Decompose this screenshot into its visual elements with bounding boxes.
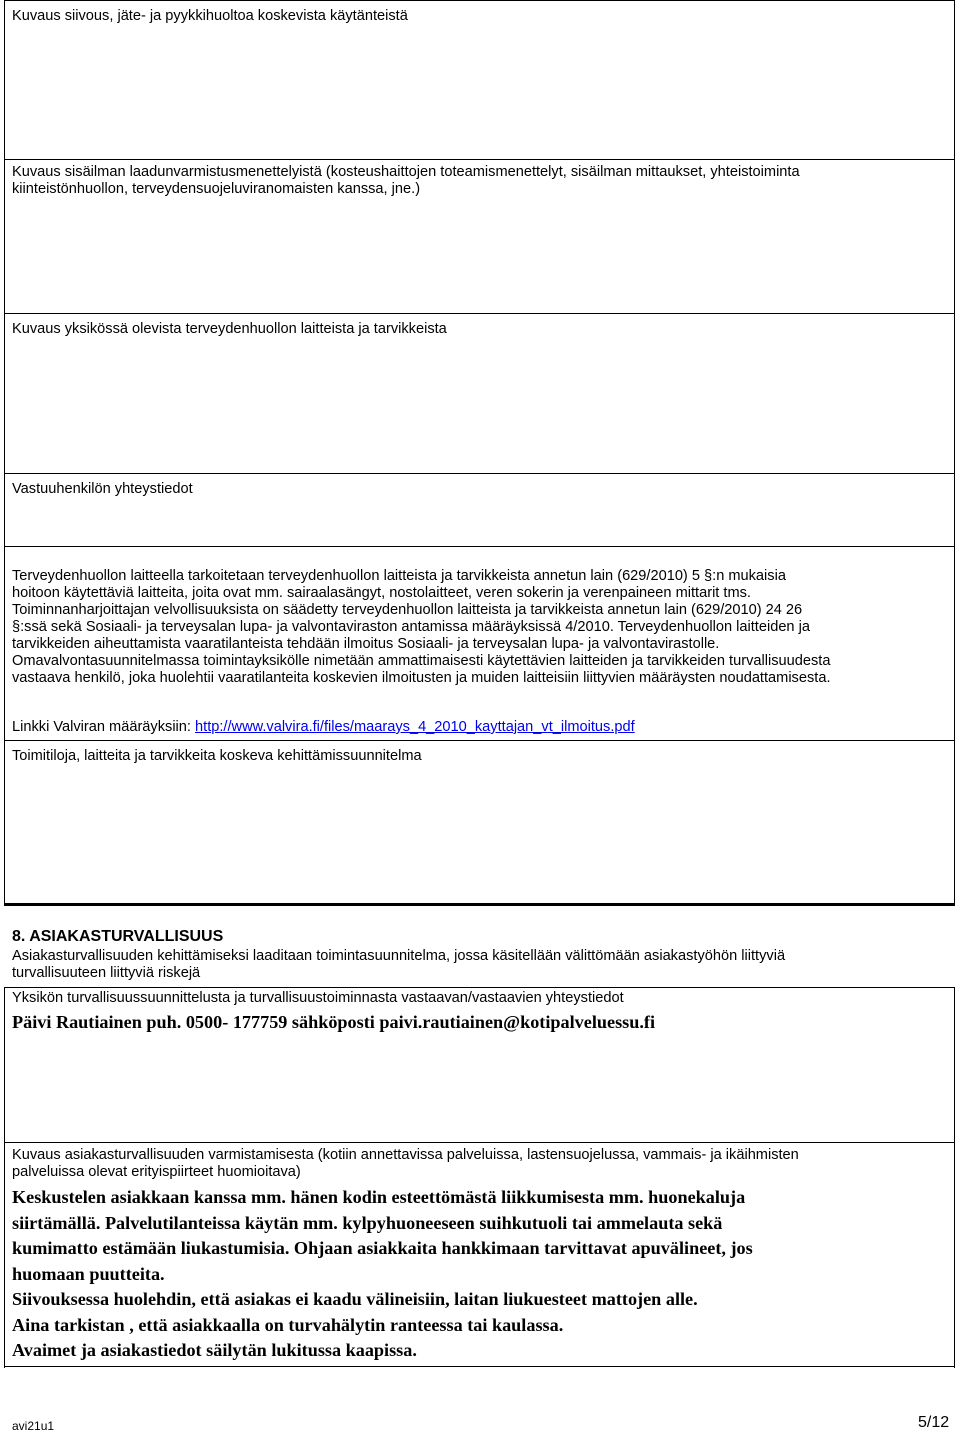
info-paragraph <box>12 568 942 687</box>
divider <box>4 313 955 314</box>
safety-contact-label: Yksikön turvallisuussuunnittelusta ja turvallisuustoiminnasta vastaavan/vastaavien yhteystiedot <box>12 990 624 1006</box>
indoor-air-label-line1: Kuvaus sisäilman laadunvarmistusmenettelyistä (kosteushaittojen toteamismenettelyt, sisäilman mittaukset, yhteistoiminta <box>12 164 800 180</box>
link-prefix: Linkki Valviran määräyksiin: <box>12 719 196 735</box>
description-line: Aina tarkistan , että asiakkaalla on turvahälytin ranteessa tai kaulassa. <box>12 1314 564 1335</box>
description-line: kumimatto estämään liukastumisia. Ohjaan asiakkaita hankkimaan tarvittavat apuvälineet, jos <box>12 1238 753 1258</box>
info-line: tarvikkeiden aiheuttamista vaaratilanteista tehdään ilmoitus Sosiaali- ja terveysalan lupa- ja valvontavirastolle. <box>12 636 720 652</box>
indoor-air-label-line2: kiinteistönhuollon, terveydensuojeluviranomaisten kanssa, jne.) <box>12 181 421 197</box>
description-label-line1: Kuvaus asiakasturvallisuuden varmistamisesta (kotiin annettavissa palveluissa, lastensuojelussa, vammais- ja ikäihmisten <box>12 1147 799 1163</box>
document-id: avi21u1 <box>12 1419 55 1433</box>
valvira-link[interactable]: http://www.valvira.fi/files/maarays_4_2010_kayttajan_vt_ilmoitus.pdf <box>195 719 635 735</box>
section-intro-line2: turvallisuuteen liittyviä riskejä <box>12 965 201 981</box>
description-label <box>12 1147 942 1181</box>
indoor-air-label <box>12 164 942 198</box>
description-text <box>12 1185 942 1364</box>
section-intro-line1: Asiakasturvallisuuden kehittämiseksi laaditaan toimintasuunnitelma, jossa käsitellään välittömään asiakastyöhön liittyviä <box>12 948 786 964</box>
divider <box>4 159 955 160</box>
upper-table-frame <box>4 0 955 905</box>
divider <box>4 1142 955 1143</box>
divider <box>4 546 955 547</box>
info-line: vastaava henkilö, joka huolehtii vaaratilanteita koskevien ilmoitusten ja muiden laitteisiin liittyvien määräysten noudattamisesta. <box>12 670 831 686</box>
divider <box>4 740 955 741</box>
description-line: huomaan puutteita. <box>12 1263 165 1284</box>
page-number: 5/12 <box>918 1414 950 1431</box>
valvira-link-row <box>12 719 942 736</box>
divider <box>4 473 955 474</box>
description-line: siirtämällä. Palvelutilanteissa käytän mm. kylpyhuoneeseen suihkutuoli tai ammelauta sekä <box>12 1212 723 1233</box>
safety-contact-value: Päivi Rautiainen puh. 0500- 177759 sähköposti paivi.rautiainen@kotipalveluessu.fi <box>12 1012 655 1032</box>
development-label: Toimitiloja, laitteita ja tarvikkeita koskeva kehittämissuunnitelma <box>12 748 422 764</box>
devices-label: Kuvaus yksikössä olevista terveydenhuollon laitteista ja tarvikkeista <box>12 321 447 337</box>
divider <box>4 987 955 988</box>
info-line: hoitoon käytettäviä laitteita, joita ovat mm. sairaalasängyt, nostolaitteet, veren sokerin ja verenpaineen mittarit tms. <box>12 585 751 601</box>
description-label-line2: palveluissa olevat erityispiirteet huomioitava) <box>12 1164 301 1180</box>
section-heading: 8. ASIAKASTURVALLISUUS <box>12 928 224 945</box>
info-line: Omavalvontasuunnitelmassa toimintayksikölle nimetään ammattimaisesti käytettävien laitteiden ja tarvikkeiden turvallisuudesta <box>12 653 831 669</box>
info-line: §:ssä sekä Sosiaali- ja terveysalan lupa- ja valvontaviraston antamissa määräyksissä 4/2010. Terveydenhuollon laitteiden ja <box>12 619 810 635</box>
cleaning-label: Kuvaus siivous, jäte- ja pyykkihuoltoa koskevista käytänteistä <box>12 8 408 24</box>
contact-label: Vastuuhenkilön yhteystiedot <box>12 481 193 497</box>
description-line: Avaimet ja asiakastiedot säilytän lukitussa kaapissa. <box>12 1340 417 1360</box>
description-line: Siivouksessa huolehdin, että asiakas ei kaadu välineisiin, laitan liukuesteet mattojen alle. <box>12 1289 698 1309</box>
info-line: Toiminnanharjoittajan velvollisuuksista on säädetty terveydenhuollon laitteista ja tarvikkeista annetun lain (629/2010) 24 26 <box>12 602 803 618</box>
divider <box>4 1366 955 1367</box>
description-line: Keskustelen asiakkaan kanssa mm. hänen kodin esteettömästä liikkumisesta mm. huonekaluja <box>12 1187 746 1207</box>
section-intro <box>12 948 942 982</box>
divider <box>4 0 955 1</box>
info-line: Terveydenhuollon laitteella tarkoitetaan terveydenhuollon laitteista ja tarvikkeista annetun lain (629/2010) 5 §:n mukaisia <box>12 568 786 584</box>
divider <box>4 903 955 906</box>
